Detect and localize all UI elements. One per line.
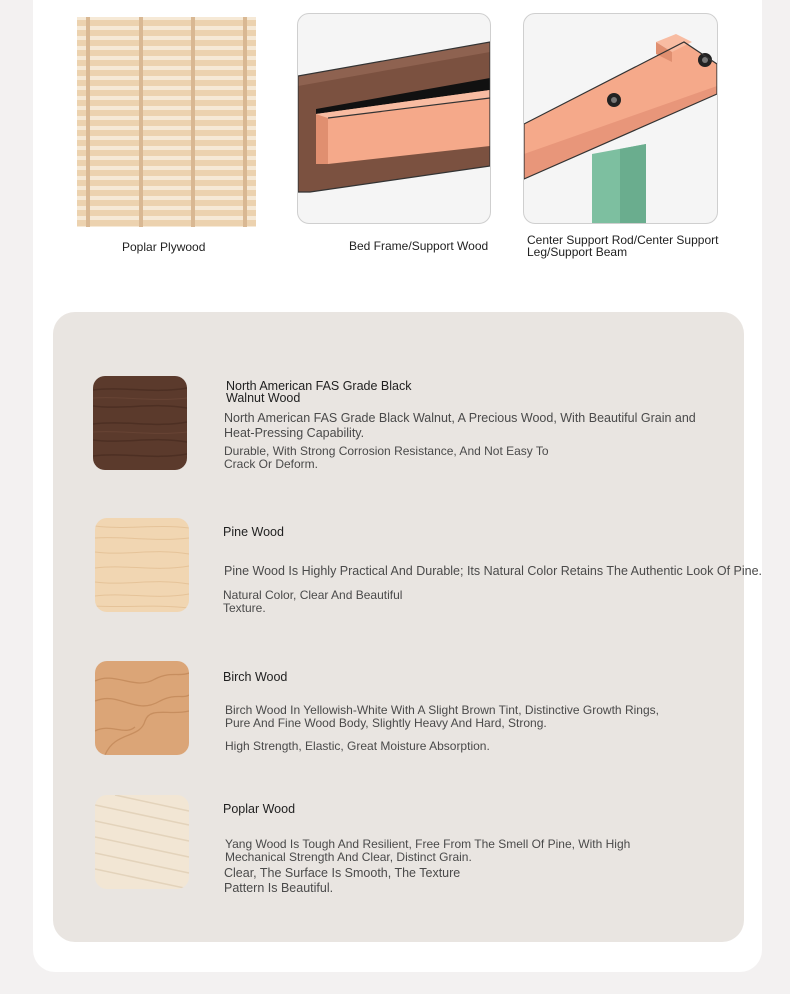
wood-name [226,381,412,404]
wood-features-line: Texture. [223,601,266,615]
wood-description [225,838,630,864]
caption-line: Center Support Rod/Center Support [527,233,719,247]
wood-features [225,740,490,753]
wood-name [223,527,284,539]
wood-description [225,704,659,730]
wood-name-line: Pine Wood [223,525,284,539]
wood-name-line: Poplar Wood [223,802,296,816]
center-support-icon [523,13,718,224]
frame-rail-icon [297,13,491,224]
wood-features-line: Crack Or Deform. [224,457,319,471]
wood-features [224,866,460,896]
wood-description-line: Pine Wood Is Highly Practical And Durable; Its Natural Color Retains The Authentic Look Of Pine. [224,564,763,578]
wood-features-line: Pattern Is Beautiful. [224,881,334,895]
wood-description-line: Yang Wood Is Tough And Resilient, Free From The Smell Of Pine, With High [225,837,631,851]
wood-features [224,445,549,471]
slat-grid-icon [77,17,256,227]
wood-features-line: Clear, The Surface Is Smooth, The Texture [224,866,461,880]
wood-features-line: High Strength, Elastic, Great Moisture Absorption. [225,739,490,753]
wood-name [223,804,295,816]
wood-description-line: Pure And Fine Wood Body, Slightly Heavy And Hard, Strong. [225,716,547,730]
wood-features [223,589,402,615]
wood-features-line: Natural Color, Clear And Beautiful [223,588,403,602]
wood-name-line: Birch Wood [223,670,288,684]
wood-name-line: Walnut Wood [226,390,301,405]
wood-description-line: North American FAS Grade Black Walnut, A Precious Wood, With Beautiful Grain and [224,411,696,425]
wood-name-line: North American FAS Grade Black [226,379,412,393]
wood-name [223,672,287,684]
wood-description-line: Heat-Pressing Capability. [224,426,365,440]
component-caption: Bed Frame/Support Wood [349,239,489,253]
wood-description-line: Mechanical Strength And Clear, Distinct Grain. [225,850,472,864]
wood-description [224,564,762,579]
wood-description-line: Birch Wood In Yellowish-White With A Slight Brown Tint, Distinctive Growth Rings, [225,703,659,717]
wood-description [224,411,696,441]
poplar-wood-swatch [95,795,189,889]
walnut-wood-swatch [93,376,187,470]
birch-wood-swatch [95,661,189,755]
wood-features-line: Durable, With Strong Corrosion Resistance, And Not Easy To [224,444,549,458]
pine-wood-swatch [95,518,189,612]
component-caption [527,234,718,258]
component-caption: Poplar Plywood [122,240,206,254]
caption-line: Leg/Support Beam [527,245,628,259]
